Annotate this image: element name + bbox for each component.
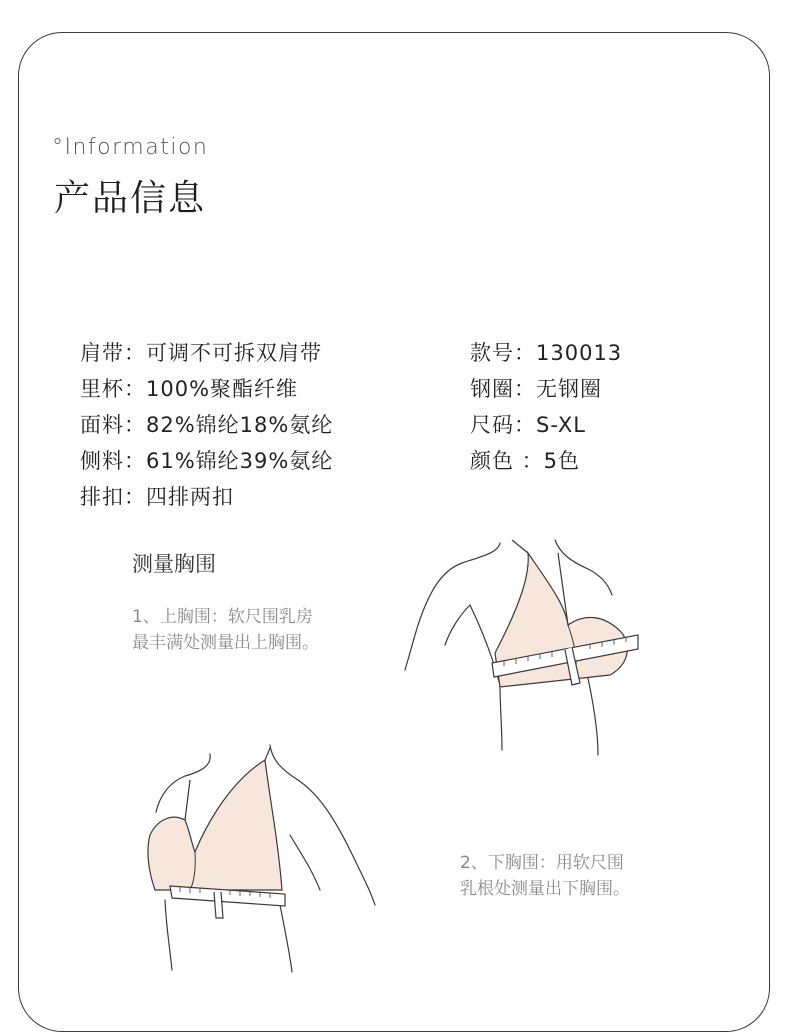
under-bust-line1: 2、下胸围：用软尺围 <box>460 853 624 873</box>
bust-measure-illustration-icon <box>400 535 650 760</box>
spec-inner-cup: 里杯：100%聚酯纤维 <box>80 377 299 401</box>
section-subtitle-en: °Information <box>52 135 209 160</box>
section-title: 产品信息 <box>54 178 207 219</box>
under-bust-line2: 乳根处测量出下胸围。 <box>460 879 630 899</box>
spec-underwire: 钢圈：无钢圈 <box>470 377 602 401</box>
spec-hooks: 排扣：四排两扣 <box>80 485 234 509</box>
spec-size: 尺码：S-XL <box>470 413 586 437</box>
underbust-measure-illustration-icon <box>130 740 390 975</box>
spec-side-fabric: 侧料：61%锦纶39%氨纶 <box>80 449 334 473</box>
spec-color: 颜色 ：5色 <box>470 449 581 473</box>
upper-bust-line2: 最丰满处测量出上胸围。 <box>132 633 319 653</box>
spec-strap: 肩带：可调不可拆双肩带 <box>80 341 322 365</box>
upper-bust-line1: 1、上胸围：软尺围乳房 <box>132 607 313 627</box>
spec-outer-fabric: 面料：82%锦纶18%氨纶 <box>80 413 334 437</box>
measure-heading: 测量胸围 <box>132 552 216 576</box>
spec-style-no: 款号：130013 <box>470 341 623 365</box>
